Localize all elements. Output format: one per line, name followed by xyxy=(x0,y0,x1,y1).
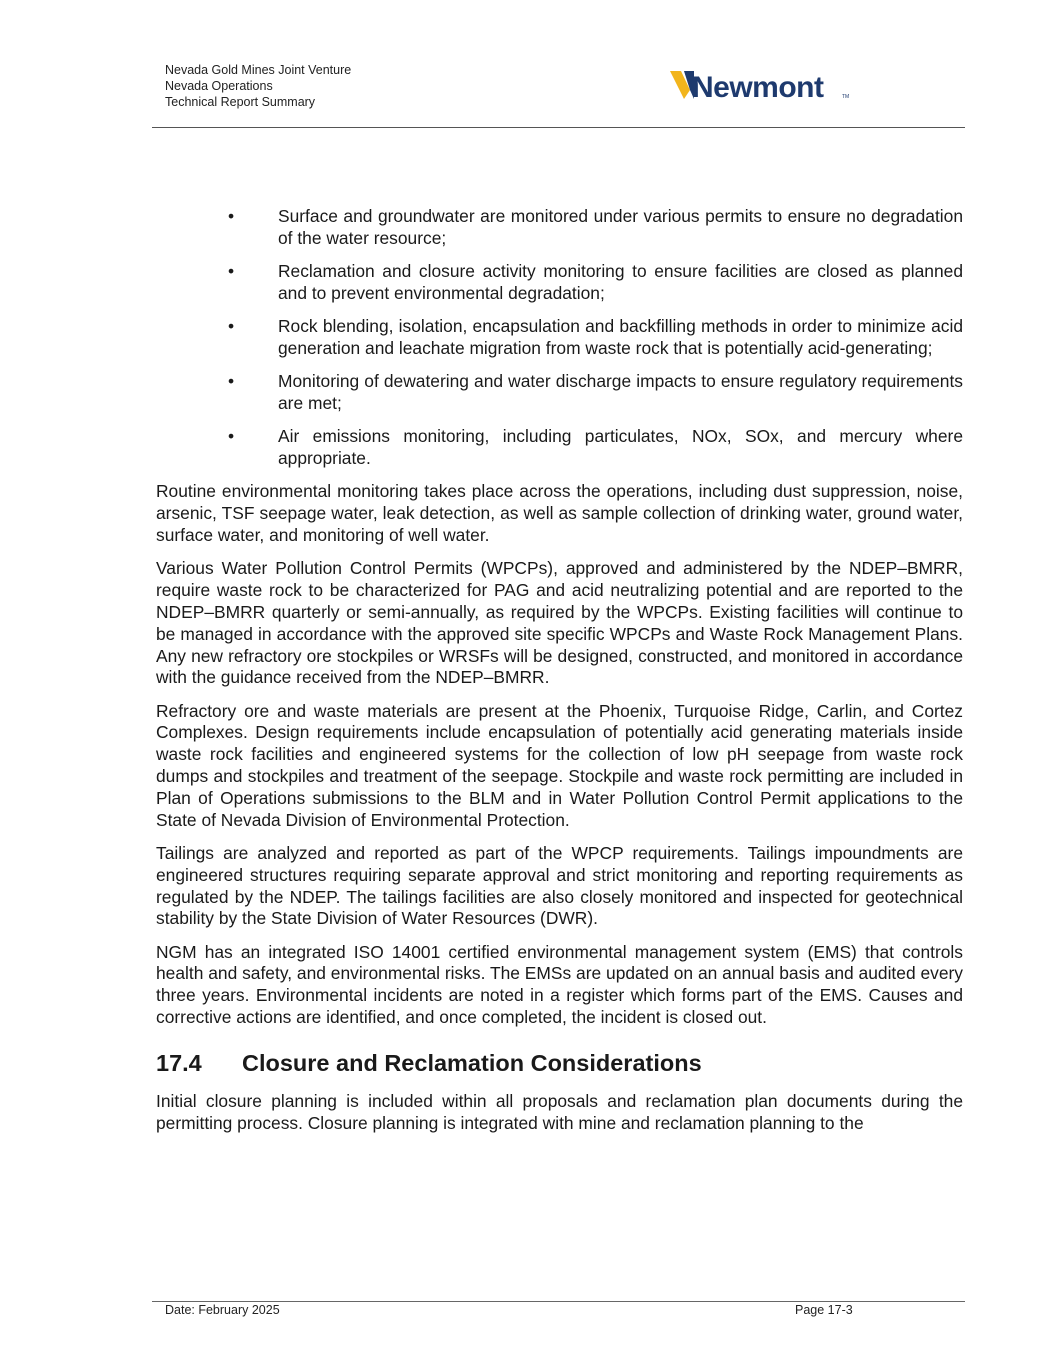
bullet-icon: • xyxy=(228,371,235,392)
header-divider xyxy=(152,127,965,128)
footer-page-number: Page 17-3 xyxy=(795,1303,853,1317)
list-item xyxy=(156,371,963,415)
paragraph-ems: NGM has an integrated ISO 14001 certified environmental management system (EMS) that controls health and safety, and environmental risks. The EMSs are updated on an annual basis and audited every three years. Environmental incidents are noted in a register which forms part of the EMS. Causes and corrective actions are identified, and once completed, the incident is closed out. xyxy=(156,941,963,1027)
header-line-report: Technical Report Summary xyxy=(165,95,316,109)
logo-wordmark: Newmont xyxy=(692,71,824,104)
section-number: 17.4 xyxy=(156,1049,202,1076)
newmont-logo xyxy=(670,68,860,104)
section-heading xyxy=(156,1049,963,1077)
bullet-text: Monitoring of dewatering and water discharge impacts to ensure regulatory requirements are met; xyxy=(278,371,963,414)
list-item xyxy=(156,261,963,305)
paragraph-wpcp: Various Water Pollution Control Permits (WPCPs), approved and administered by the NDEP–BMRR, require waste rock to be characterized for PAG and acid neutralizing potential and are reported to the NDEP–BMRR quarterly or semi-annually, as required by the WPCPs. Existing facilities will continue to be managed in accordance with the approved site specific WPCPs and Waste Rock Management Plans. Any new refractory ore stockpiles or WRSFs will be designed, constructed, and monitored in accordance with the guidance received from the NDEP–BMRR. xyxy=(156,558,963,688)
header-line-operations: Nevada Operations xyxy=(165,79,273,93)
paragraph-tailings: Tailings are analyzed and reported as part of the WPCP requirements. Tailings impoundments are engineered structures requiring separate approval and strict monitoring and reporting requirements as regulated by the NDEP. The tailings facilities are also closely monitored and inspected for geotechnical stability by the State Division of Water Resources (DWR). xyxy=(156,842,963,929)
document-body xyxy=(156,206,963,1146)
bullet-icon: • xyxy=(228,316,235,337)
paragraph-closure-planning: Initial closure planning is included within all proposals and reclamation plan documents during the permitting process. Closure planning is integrated with mine and reclamation planning to the xyxy=(156,1090,963,1133)
logo-trademark: TM xyxy=(842,94,850,100)
bullet-icon: • xyxy=(228,261,235,282)
bullet-text: Reclamation and closure activity monitoring to ensure facilities are closed as planned and to prevent environmental degradation; xyxy=(278,261,963,303)
monitoring-bullet-list xyxy=(156,206,963,470)
bullet-text: Rock blending, isolation, encapsulation and backfilling methods in order to minimize acid generation and leachate migration from waste rock that is potentially acid-generating; xyxy=(278,316,963,358)
bullet-icon: • xyxy=(228,206,235,226)
report-header xyxy=(165,62,351,110)
paragraph-refractory-ore: Refractory ore and waste materials are present at the Phoenix, Turquoise Ridge, Carlin, and Cortez Complexes. Design requirements include encapsulation of potentially acid generating materials inside waste rock facilities and engineered systems for the collection of low pH seepage from waste rock dumps and stockpiles and treatment of the seepage. Stockpile and waste rock permitting are included in Plan of Operations submissions to the BLM and in Water Pollution Control Permit applications to the State of Nevada Division of Environmental Protection. xyxy=(156,700,963,830)
footer-date: Date: February 2025 xyxy=(165,1303,280,1317)
header-line-company: Nevada Gold Mines Joint Venture xyxy=(165,63,352,77)
bullet-text: Air emissions monitoring, including particulates, NOx, SOx, and mercury where appropriate. xyxy=(278,426,963,469)
paragraph-routine-monitoring: Routine environmental monitoring takes place across the operations, including dust suppression, noise, arsenic, TSF seepage water, leak detection, as well as sample collection of drinking water, ground water, surface water, and monitoring of well water. xyxy=(156,481,963,546)
bullet-icon: • xyxy=(228,426,235,447)
list-item xyxy=(156,426,963,470)
list-item xyxy=(156,206,963,250)
footer-divider xyxy=(152,1301,965,1302)
bullet-text: Surface and groundwater are monitored under various permits to ensure no degradation of the water resource; xyxy=(278,206,963,248)
list-item xyxy=(156,316,963,360)
section-title: Closure and Reclamation Considerations xyxy=(242,1049,702,1076)
